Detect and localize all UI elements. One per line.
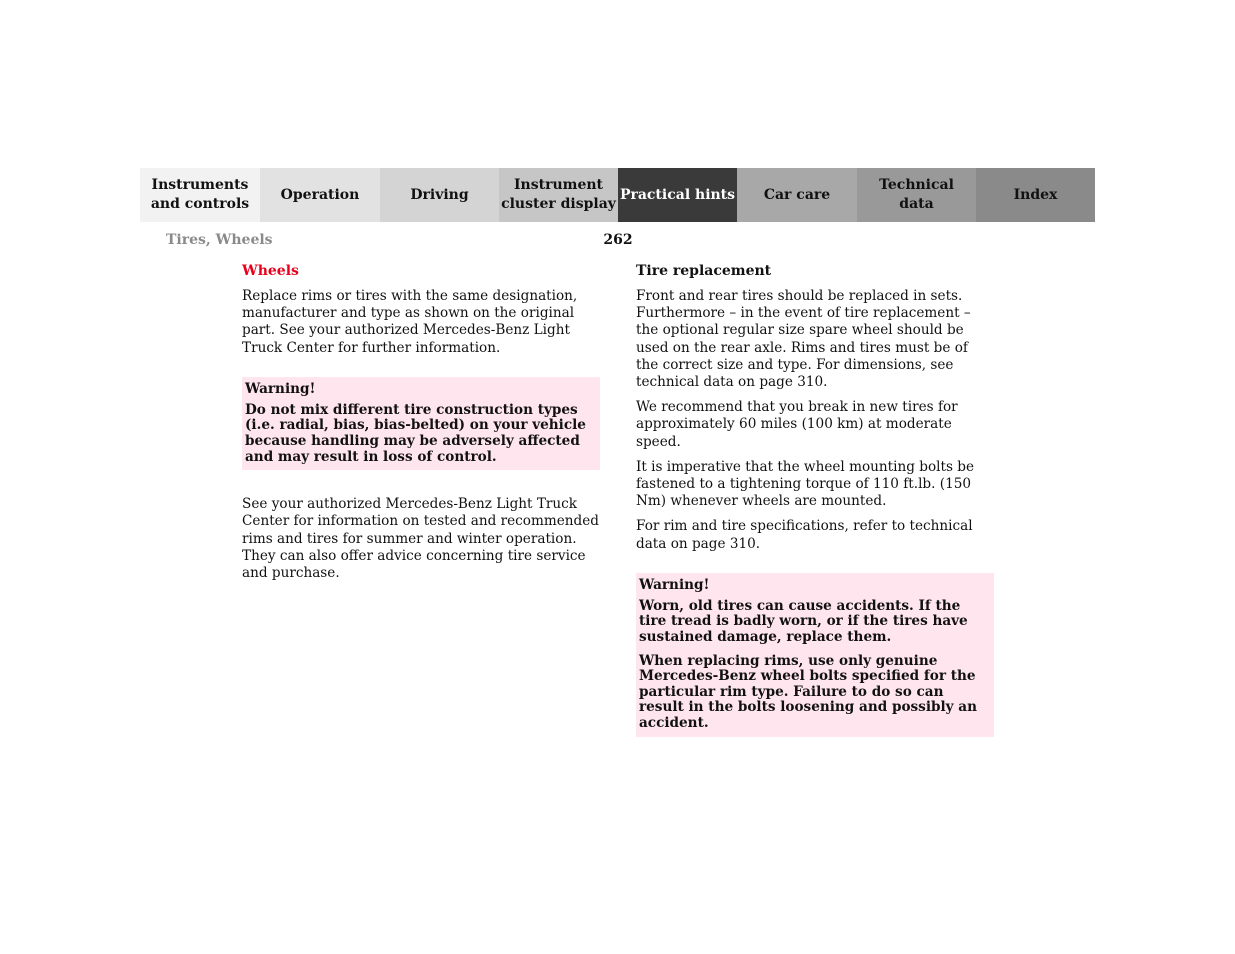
tab-instrument-cluster-display[interactable]: Instrument cluster display xyxy=(499,168,618,222)
warning-text: Do not mix different tire construction types (i.e. radial, bias, bias-belted) on your vehicle because handling may be adversely affected and may result in loss of control. xyxy=(245,401,586,465)
tab-operation[interactable]: Operation xyxy=(260,168,380,222)
page-number: 262 xyxy=(603,232,633,248)
tire-replacement-paragraph-1: Front and rear tires should be replaced in sets. Furthermore – in the event of tire replacement – the optional regular size spare wheel should be used on the rear axle. Rims and tires must be of the correct size and type. For dimensions, see technical data on page 310. xyxy=(636,288,971,391)
tab-index[interactable]: Index xyxy=(976,168,1095,222)
tab-technical-data[interactable]: Technical data xyxy=(857,168,976,222)
section-header: Tires, Wheels xyxy=(166,232,273,248)
wheels-heading: Wheels xyxy=(242,263,299,279)
left-column xyxy=(242,262,600,590)
wheels-intro-paragraph: Replace rims or tires with the same designation, manufacturer and type as shown on the original part. See your authorized Mercedes-Benz Light Truck Center for further information. xyxy=(242,288,578,356)
tire-replacement-paragraph-3: It is imperative that the wheel mounting bolts be fastened to a tightening torque of 110 ft.lb. (150 Nm) whenever wheels are mounted. xyxy=(636,458,974,510)
warning-box-tire-types xyxy=(242,377,600,470)
chapter-navigation xyxy=(140,168,1095,222)
tab-practical-hints[interactable]: Practical hints xyxy=(618,168,737,222)
right-column xyxy=(636,262,994,737)
wheels-advice-paragraph: See your authorized Mercedes-Benz Light Truck Center for information on tested and recommended rims and tires for summer and winter operation. They can also offer advice concerning tire service and purchase. xyxy=(242,496,599,581)
tab-car-care[interactable]: Car care xyxy=(737,168,857,222)
warning-box-worn-tires xyxy=(636,573,994,737)
tire-replacement-heading: Tire replacement xyxy=(636,263,772,279)
warning-text-wheel-bolts: When replacing rims, use only genuine Mercedes-Benz wheel bolts specified for the particular rim type. Failure to do so can result in the bolts loosening and possibly an accident. xyxy=(639,652,977,731)
tire-replacement-paragraph-4: For rim and tire specifications, refer to technical data on page 310. xyxy=(636,518,973,552)
warning-heading: Warning! xyxy=(245,380,316,397)
tab-driving[interactable]: Driving xyxy=(380,168,499,222)
warning-heading: Warning! xyxy=(639,576,710,593)
tire-replacement-paragraph-2: We recommend that you break in new tires for approximately 60 miles (100 km) at moderate speed. xyxy=(636,399,958,450)
warning-text-worn-tires: Worn, old tires can cause accidents. If the tire tread is badly worn, or if the tires have sustained damage, replace them. xyxy=(639,597,968,646)
tab-instruments-and-controls[interactable]: Instruments and controls xyxy=(140,168,260,222)
